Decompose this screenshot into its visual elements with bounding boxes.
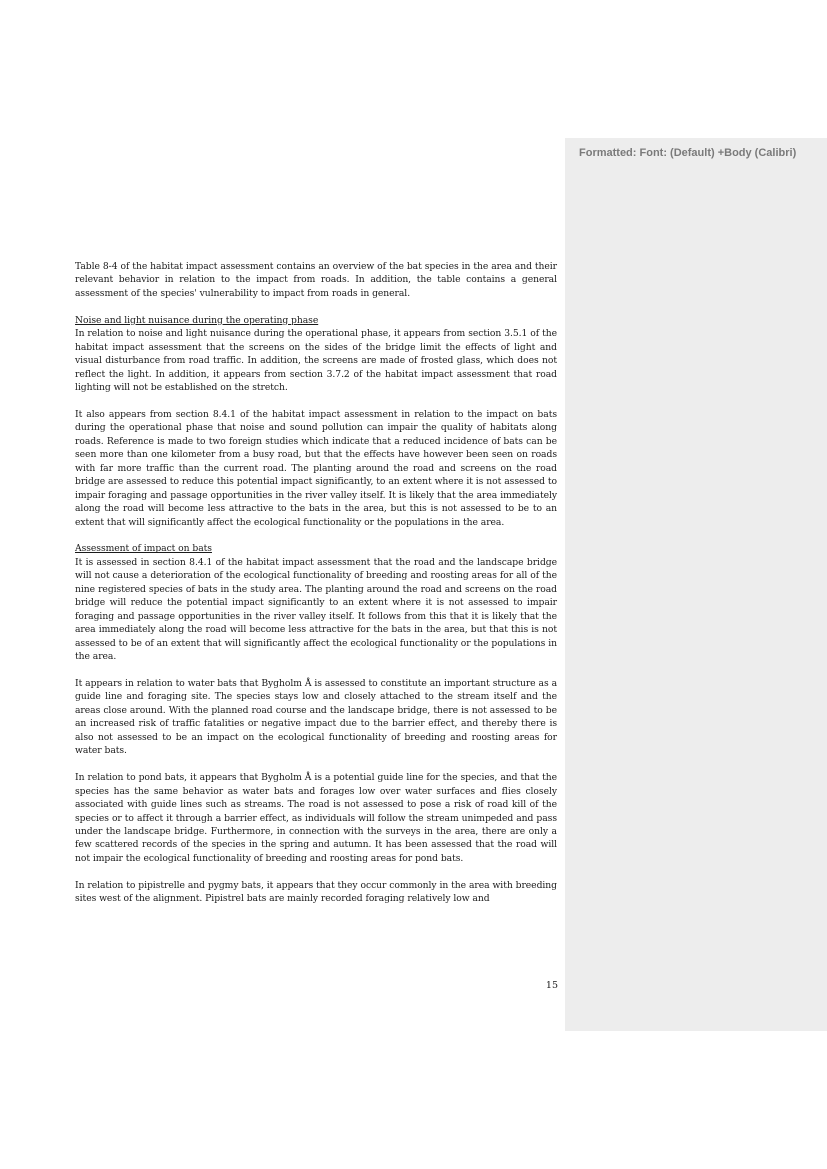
body-text: [75, 260, 557, 906]
paragraph-operational-impact: It also appears from section 8.4.1 of the habitat impact assessment in relation to the impact on bats during the operational phase that noise and sound pollution can impair the quality of habitats along roads. Reference is made to two foreign studies which indicate that a reduced incidence of bats can be seen more than one kilometer from a busy road, but that the effects have however been seen on roads with far more traffic than the current road. The planting around the road and screens on the road bridge are assessed to reduce this potential impact significantly, to an extent where it is not assessed to impair foraging and passage opportunities in the river valley itself. It is likely that the area immediately along the road will become less attractive to the bats in the area, but this is not assessed to be to an extent that will significantly affect the ecological functionality or the populations in the area.: [75, 408, 557, 528]
heading-assessment-bats: Assessment of impact on bats: [75, 543, 212, 555]
comment-pane: [565, 138, 827, 1031]
paragraph-noise-light: In relation to noise and light nuisance during the operational phase, it appears from section 3.5.1 of the habitat impact assessment that the screens on the sides of the bridge limit the effects of light and visual disturbance from road traffic. In addition, the screens are made of frosted glass, which does not reflect the light. In addition, it appears from section 3.7.2 of the habitat impact assessment that road lighting will not be established on the stretch.: [75, 328, 557, 394]
paragraph-table-overview: Table 8-4 of the habitat impact assessment contains an overview of the bat species in the area and their relevant behavior in relation to the impact from roads. In addition, the table contains a general assessment of the species' vulnerability to impact from roads in general.: [75, 261, 557, 299]
comment-balloon[interactable]: Formatted: Font: (Default) +Body (Calibri): [579, 147, 797, 159]
page-number: 15: [545, 980, 558, 991]
paragraph-pond-bats: In relation to pond bats, it appears that Bygholm Å is a potential guide line for the species, and that the species has the same behavior as water bats and forages low over water surfaces and flies closely associated with guide lines such as streams. The road is not assessed to pose a risk of road kill of the species or to affect it through a barrier effect, as individuals will follow the stream unimpeded and pass under the landscape bridge. Furthermore, in connection with the surveys in the area, there are only a few scattered records of the species in the spring and autumn. It has been assessed that the road will not impair the ecological functionality of breeding and roosting areas for pond bats.: [75, 772, 557, 864]
heading-noise-light: Noise and light nuisance during the operating phase: [75, 314, 319, 326]
paragraph-assessment-bats: It is assessed in section 8.4.1 of the habitat impact assessment that the road and the landscape bridge will not cause a deterioration of the ecological functionality of breeding and roosting areas for all of the nine registered species of bats in the study area. The planting around the road and screens on the road bridge will reduce the potential impact significantly to an extent where it is not assessed to impair foraging and passage opportunities in the river valley itself. It follows from this that it is likely that the area immediately along the road will become less attractive for the bats in the area, but that this is not assessed to be of an extent that will significantly affect the ecological functionality or the populations in the area.: [75, 556, 557, 663]
paragraph-pipistrelle-bats: In relation to pipistrelle and pygmy bats, it appears that they occur commonly in the area with breeding sites west of the alignment. Pipistrel bats are mainly recorded foraging relatively low and: [75, 879, 557, 905]
paragraph-water-bats: It appears in relation to water bats that Bygholm Å is assessed to constitute an important structure as a guide line and foraging site. The species stays low and closely attached to the stream itself and the areas close around. With the planned road course and the landscape bridge, there is not assessed to be an increased risk of traffic fatalities or negative impact due to the barrier effect, and thereby there is also not assessed to be an impact on the ecological functionality of breeding and roosting areas for water bats.: [75, 677, 557, 757]
